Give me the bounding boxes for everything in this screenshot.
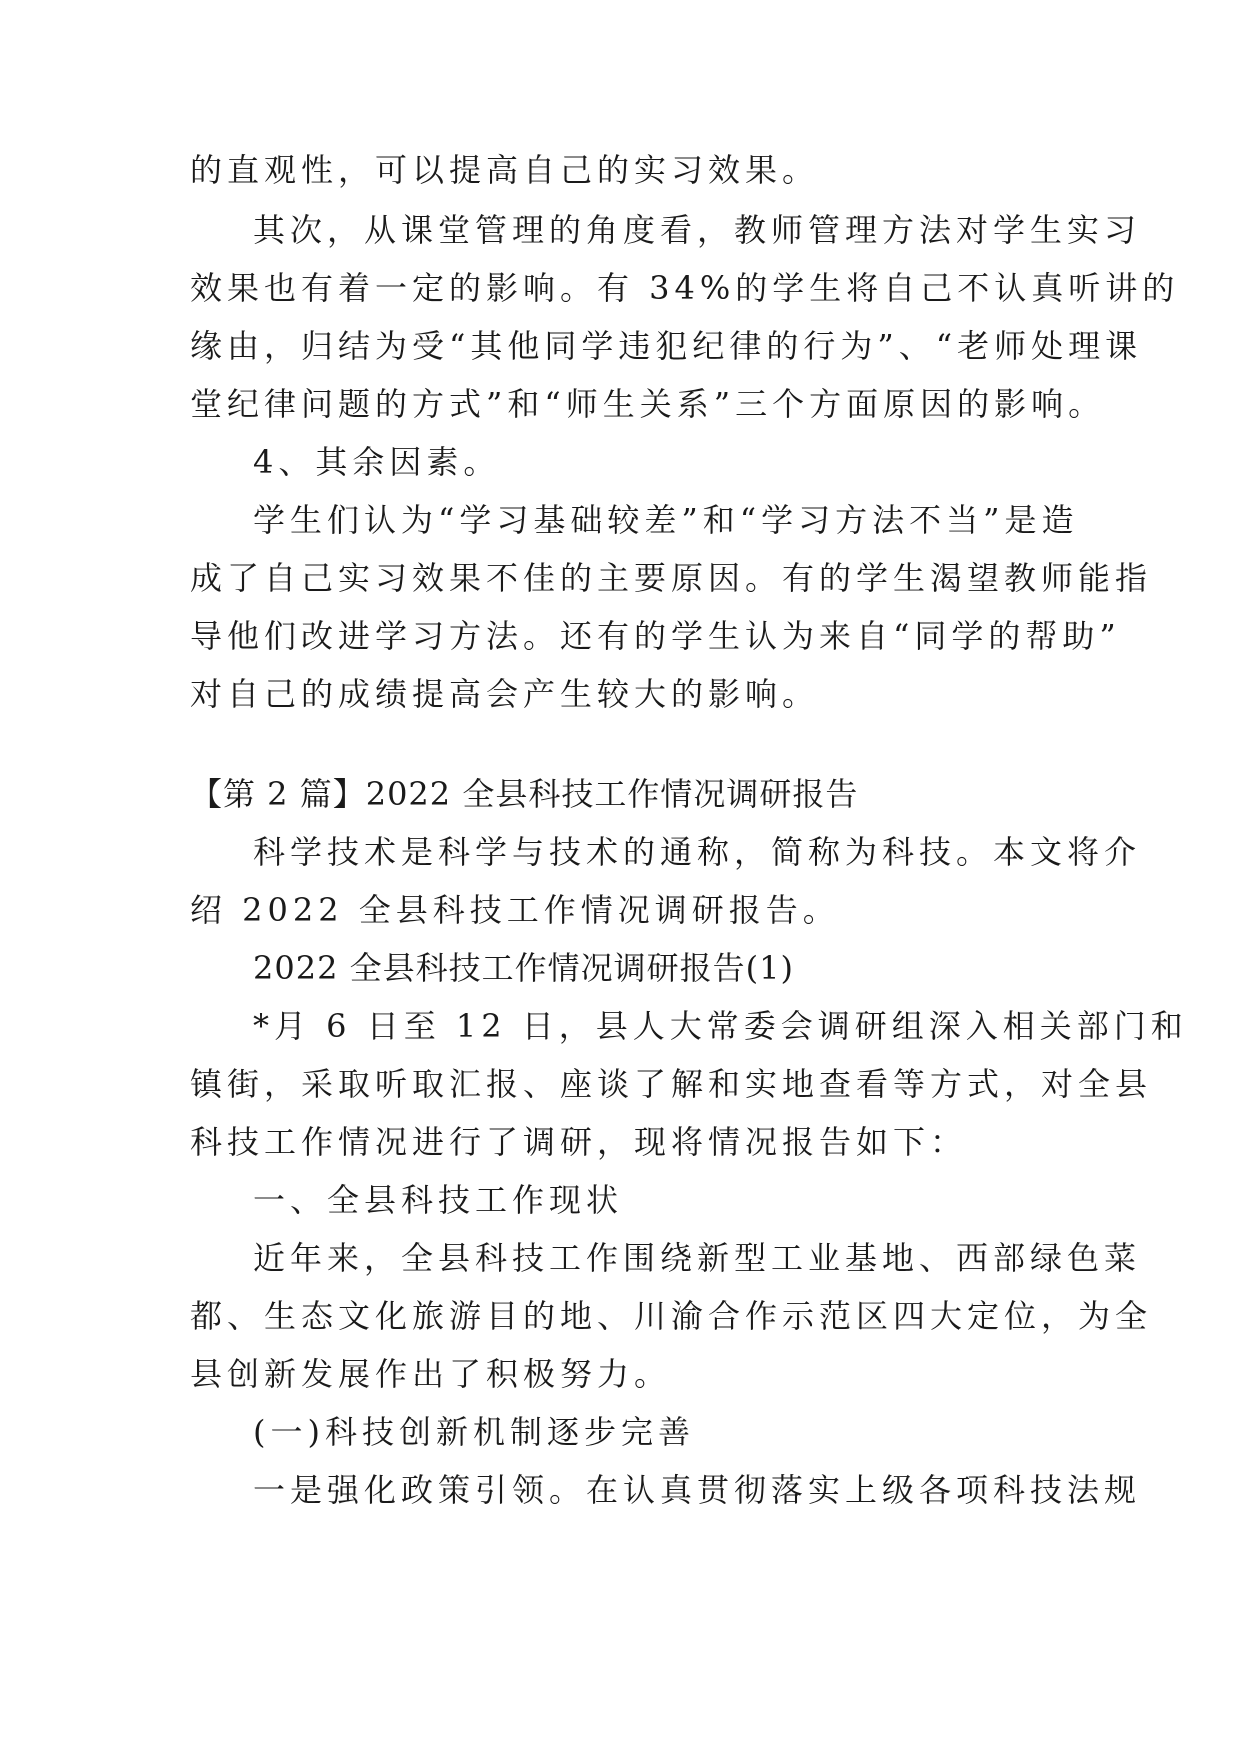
paragraph-line: 镇街，采取听取汇报、座谈了解和实地查看等方式，对全县 [190,1065,1153,1103]
paragraph-line: 对自己的成绩提高会产生较大的影响。 [190,675,820,713]
paragraph-line: *月 6 日至 12 日，县人大常委会调研组深入相关部门和 [253,1007,1188,1045]
paragraph-line: 其次，从课堂管理的角度看，教师管理方法对学生实习 [253,211,1142,249]
article-heading: 【第 2 篇】2022 全县科技工作情况调研报告 [190,775,859,813]
paragraph-line: 都、生态文化旅游目的地、川渝合作示范区四大定位，为全 [190,1297,1153,1335]
paragraph-line: 效果也有着一定的影响。有 34%的学生将自己不认真听讲的 [190,269,1180,307]
paragraph-line: 科学技术是科学与技术的通称，简称为科技。本文将介 [253,833,1142,871]
paragraph-line: 成了自己实习效果不佳的主要原因。有的学生渴望教师能指 [190,559,1153,597]
paragraph-line: 堂纪律问题的方式”和“师生关系”三个方面原因的影响。 [190,385,1106,423]
report-subtitle: 2022 全县科技工作情况调研报告(1) [253,949,794,987]
paragraph-line: 科技工作情况进行了调研，现将情况报告如下： [190,1123,968,1161]
paragraph-line: 一是强化政策引领。在认真贯彻落实上级各项科技法规 [253,1471,1142,1509]
subsection-heading: (一)科技创新机制逐步完善 [253,1413,695,1451]
paragraph-line: 缘由，归结为受“其他同学违犯纪律的行为”、“老师处理课 [190,327,1143,365]
section-heading: 一、全县科技工作现状 [253,1181,624,1219]
paragraph-line: 导他们改进学习方法。还有的学生认为来自“同学的帮助” [190,617,1121,655]
paragraph-line: 绍 2022 全县科技工作情况调研报告。 [190,891,840,929]
paragraph-line: 县创新发展作出了积极努力。 [190,1355,672,1393]
paragraph-line: 的直观性，可以提高自己的实习效果。 [190,151,820,189]
paragraph-line: 近年来，全县科技工作围绕新型工业基地、西部绿色菜 [253,1239,1142,1277]
section-item: 4、其余因素。 [253,443,501,481]
paragraph-line: 学生们认为“学习基础较差”和“学习方法不当”是造 [253,501,1079,539]
